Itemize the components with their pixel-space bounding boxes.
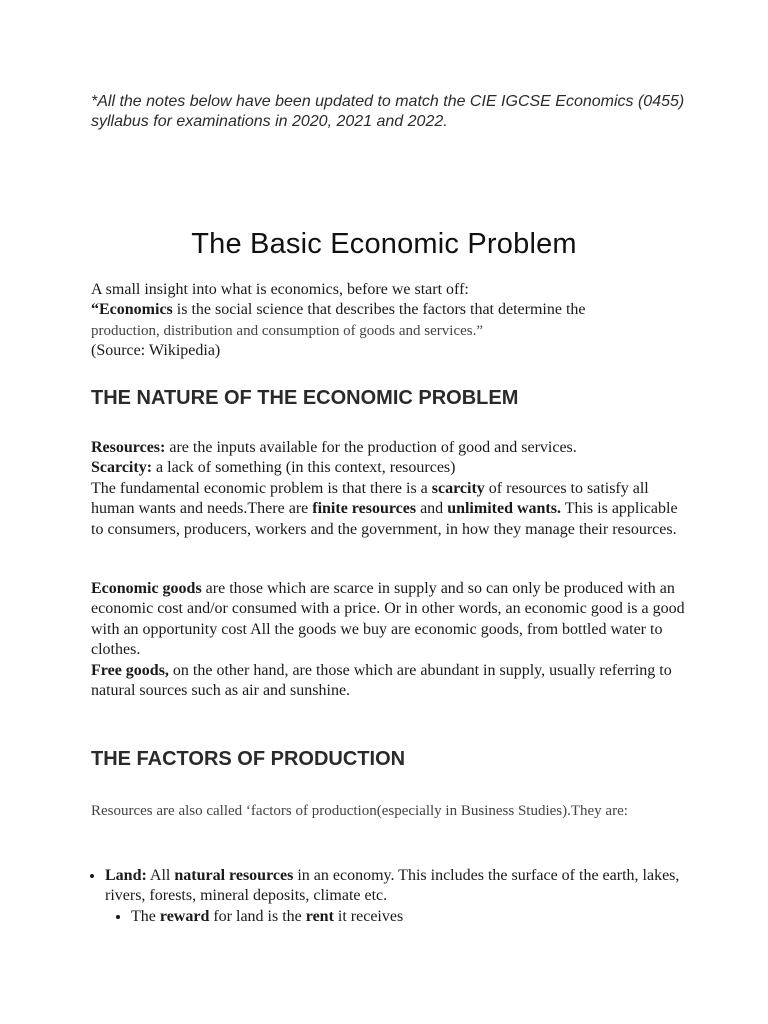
economic-goods-definition [91,579,691,661]
text-run: This is applicable to consumers, producers, workers and the government, in how they manage their resources. [91,500,678,538]
free-goods-definition [91,661,691,702]
scarcity-term: Scarcity: [91,459,153,477]
syllabus-note: *All the notes below have been updated to match the CIE IGCSE Economics (0455) syllabus for examinations in 2020, 2021 and 2022. [91,93,685,130]
intro-line: A small insight into what is economics, before we start off: [91,281,469,298]
text-run: it receives [333,907,404,925]
list-item-land [105,866,705,927]
section-heading-nature: THE NATURE OF THE ECONOMIC PROBLEM [91,387,519,409]
text-run: and [416,500,448,518]
scarcity-emphasis: scarcity [431,479,485,497]
resources-text: are the inputs available for the production of good and services. [165,439,577,456]
text-run: All [146,867,175,884]
economics-term: Economics [99,301,173,319]
rent-emphasis: rent [305,907,334,925]
resources-term: Resources: [91,439,166,456]
economic-goods-text: are those which are scarce in supply and so can only be produced with an economic cost and/or consumed with a price. Or in other words, an economic good is a good with an opportunity cost All the goods we buy are economic goods, from bottled water to clothes. [91,580,685,659]
unlimited-wants-emphasis: unlimited wants. [447,500,561,518]
intro-paragraph [91,280,691,362]
definition-text: is the social science that describes the factors that determine the [172,301,586,319]
economic-goods-term: Economic goods [91,580,202,597]
resources-definition [91,438,691,458]
factors-list [77,866,705,927]
text-run: of resources to satisfy all human wants and needs.There are [91,479,649,518]
reward-emphasis: reward [159,907,210,925]
land-term: Land: [105,867,147,884]
text-run: The fundamental economic problem is that there is a [91,479,432,497]
land-sublist [105,907,705,927]
section-heading-factors: THE FACTORS OF PRODUCTION [91,748,406,770]
natural-resources-emphasis: natural resources [174,867,294,884]
scarcity-definition [91,458,691,478]
text-run: in an economy. This includes the surface of the earth, lakes, rivers, forests, mineral deposits, climate etc. [105,867,680,905]
finite-resources-emphasis: finite resources [312,500,417,518]
text-run: for land is the [209,907,306,925]
page-title: The Basic Economic Problem [191,228,577,260]
fundamental-problem [91,479,691,540]
text-run: The [131,907,160,925]
free-goods-text: on the other hand, are those which are abundant in supply, usually referring to natural sources such as air and sunshine. [91,661,672,700]
scarcity-text: a lack of something (in this context, resources) [152,459,456,477]
free-goods-term: Free goods, [91,661,169,679]
goods-paragraph [91,579,691,701]
factors-intro: Resources are also called ‘factors of production(especially in Business Studies).They are: [91,803,628,819]
definition-text-cont: production, distribution and consumption of goods and services.” [91,322,484,339]
economics-definition [91,300,691,341]
nature-paragraph [91,438,691,540]
quote-mark: “ [91,301,99,319]
list-item-land-reward [131,907,705,927]
source-citation: (Source: Wikipedia) [91,342,221,360]
